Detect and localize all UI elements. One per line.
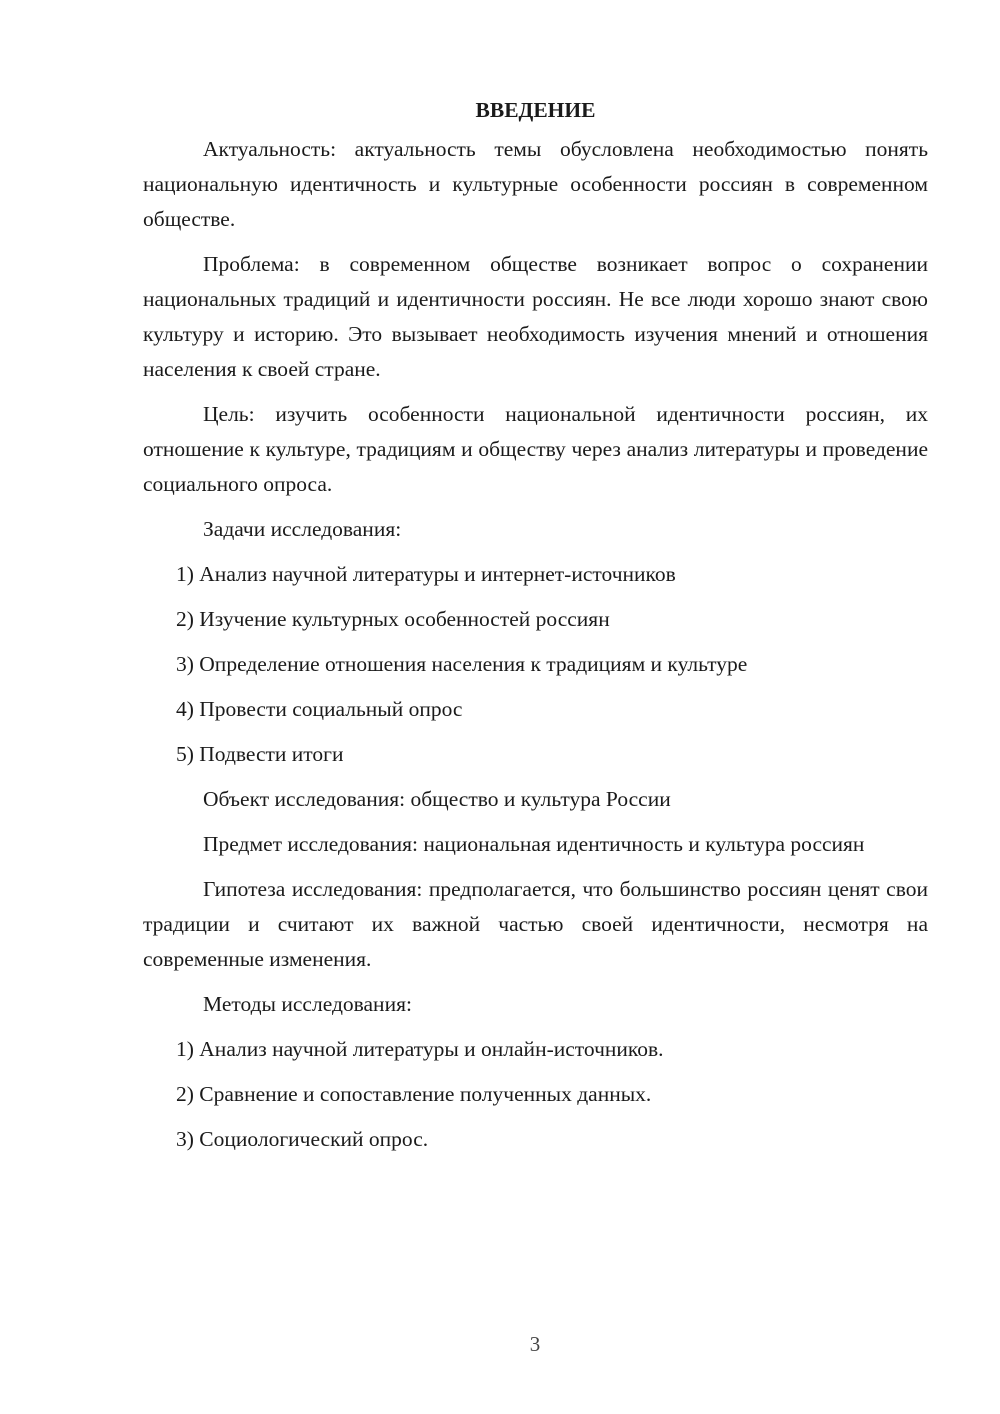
hypothesis-paragraph: Гипотеза исследования: предполагается, что большинство россиян ценят свои традиции и считают их важной частью своей идентичности, несмотря на современные изменения. xyxy=(143,877,928,971)
subject-paragraph: Предмет исследования: национальная идентичность и культура россиян xyxy=(203,832,865,856)
list-item: 5) Подвести итоги xyxy=(176,742,344,766)
list-item: 4) Провести социальный опрос xyxy=(176,697,463,721)
list-item: 1) Анализ научной литературы и онлайн-источников. xyxy=(176,1037,664,1061)
list-item: 2) Сравнение и сопоставление полученных данных. xyxy=(176,1082,652,1106)
list-item: 1) Анализ научной литературы и интернет-источников xyxy=(176,562,676,586)
section-heading: ВВЕДЕНИЕ xyxy=(475,98,596,122)
document-body xyxy=(143,92,928,1167)
list-item: 2) Изучение культурных особенностей россиян xyxy=(176,607,610,631)
list-item: 3) Определение отношения населения к традициям и культуре xyxy=(176,652,748,676)
methods-list xyxy=(143,1032,928,1157)
list-item: 3) Социологический опрос. xyxy=(176,1127,429,1151)
tasks-list xyxy=(143,557,928,772)
methods-title: Методы исследования: xyxy=(203,992,412,1016)
page-number: 3 xyxy=(529,1332,541,1356)
tasks-title: Задачи исследования: xyxy=(203,517,402,541)
relevance-paragraph: Актуальность: актуальность темы обусловлена необходимостью понять национальную идентичность и культурные особенности россиян в современном обществе. xyxy=(143,137,928,231)
goal-paragraph: Цель: изучить особенности национальной идентичности россиян, их отношение к культуре, традициям и обществу через анализ литературы и проведение социального опроса. xyxy=(143,402,928,496)
object-paragraph: Объект исследования: общество и культура России xyxy=(203,787,671,811)
problem-paragraph: Проблема: в современном обществе возникает вопрос о сохранении национальных традиций и идентичности россиян. Не все люди хорошо знают свою культуру и историю. Это вызывает необходимость изучения мнений и отношения населения к своей стране. xyxy=(143,252,928,381)
